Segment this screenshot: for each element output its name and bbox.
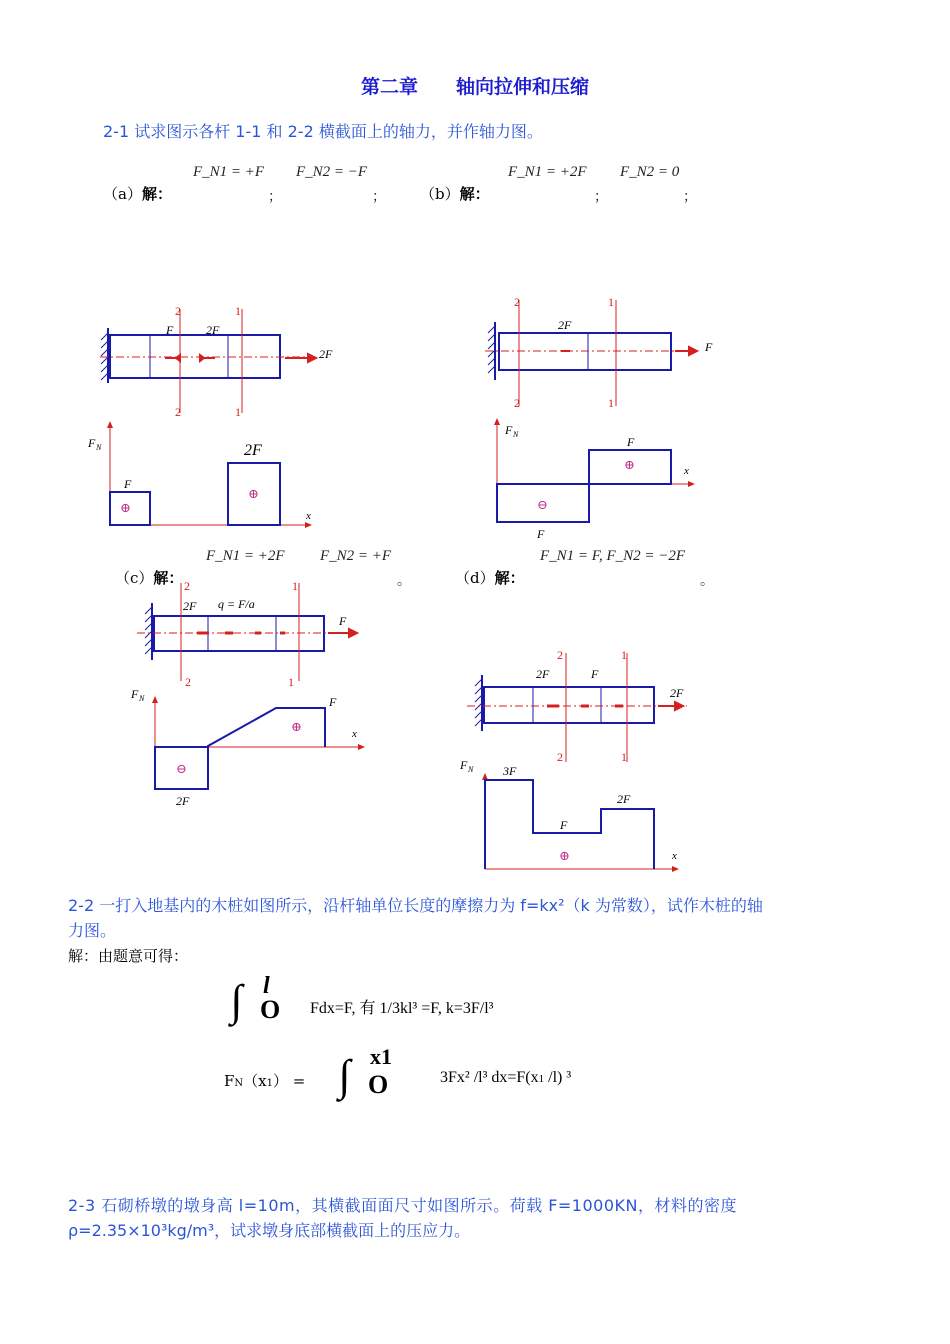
force-arrow-a2 xyxy=(200,355,204,361)
answer-b-label: （b） xyxy=(420,185,460,203)
sec2-top-b: 2 xyxy=(514,295,520,309)
figure-b xyxy=(475,290,725,545)
chapter-title: 第二章 轴向拉伸和压缩 xyxy=(360,76,589,98)
answer-d-label: （d） xyxy=(455,569,495,587)
fn-label-F-d: F xyxy=(560,818,568,832)
label-2F-c: 2F xyxy=(183,599,197,613)
label-F-end-c: F xyxy=(339,614,347,628)
force-arrow-a1 xyxy=(176,355,180,361)
answer-d xyxy=(455,567,525,588)
equation-2-lhs xyxy=(224,1070,305,1091)
fn-sub-a: N xyxy=(96,443,102,452)
sign-plus-a2: ⊕ xyxy=(248,486,259,501)
answer-d-fn: F_N1 = F, F_N2 = −2F xyxy=(540,548,686,564)
integral-sign-2: ∫ xyxy=(338,1051,351,1100)
label-F-a: F xyxy=(166,323,174,337)
fn-block-c2 xyxy=(208,708,325,747)
answer-a-fn1: F_N1 = +F xyxy=(193,164,265,180)
fn-sub-b: N xyxy=(513,430,519,439)
sign-plus-d: ⊕ xyxy=(559,848,570,863)
fn-sub-c: N xyxy=(139,694,145,703)
fn-label-b1: F xyxy=(537,527,545,541)
problem-2-2-line1: 2-2 一打入地基内的木桩如图所示，沿杆轴单位长度的摩擦力为 f=kx²（k 为常数），试作木桩的轴 xyxy=(68,896,763,915)
label-2F-d: 2F xyxy=(536,667,550,681)
sign-minus-b: ⊖ xyxy=(537,497,548,512)
sec2-bot-b: 2 xyxy=(514,396,520,410)
eq2-text: 3Fx² /l³ dx=F(x xyxy=(440,1069,539,1086)
eq2-sub: 1 xyxy=(538,1073,545,1085)
sec2-top-c: 2 xyxy=(184,579,190,593)
answer-a-sep1: ； xyxy=(268,189,282,205)
sign-plus-c: ⊕ xyxy=(291,719,302,734)
problem-2-3-line1: 2-3 石砌桥墩的墩身高 l=10m，其横截面面尺寸如图所示。荷载 F=1000KN，材料的密度 xyxy=(68,1196,737,1215)
integral-2 xyxy=(338,1044,433,1104)
x-label-b: x xyxy=(684,465,689,477)
label-2F-b: 2F xyxy=(558,318,572,332)
problem-2-2-line2: 力图。 xyxy=(68,921,117,940)
sec1-bot-c: 1 xyxy=(288,675,294,689)
answer-b-sep2: ； xyxy=(683,189,697,205)
label-q-c: q = F/a xyxy=(218,597,255,611)
label-2F-end-d: 2F xyxy=(670,686,684,700)
eq2-lhs-sub2: 1 xyxy=(266,1078,274,1089)
sec1-bot-d: 1 xyxy=(621,750,627,764)
sec2-top-d: 2 xyxy=(557,648,563,662)
label-2F-a: 2F xyxy=(206,323,220,337)
figure-d xyxy=(455,645,705,875)
sec1-bot-a: 1 xyxy=(235,405,241,419)
fn-label-c1: 2F xyxy=(176,794,190,808)
fn-label-b2: F xyxy=(627,435,635,449)
integral-1 xyxy=(230,975,300,1030)
figure-c xyxy=(125,578,375,813)
force-arrow-a3 xyxy=(308,354,316,362)
x-label-d: x xyxy=(672,850,677,862)
label-F-end-b: F xyxy=(705,340,713,354)
problem-2-1-question: 2-1 试求图示各杆 1-1 和 2-2 横截面上的轴力，并作轴力图。 xyxy=(103,122,543,141)
fn-label-a1: F xyxy=(124,477,132,491)
answer-b-sep1: ； xyxy=(594,189,608,205)
sec1-top-c: 1 xyxy=(292,579,298,593)
eq2-lhs-end: ） = xyxy=(273,1072,306,1090)
sec1-top-b: 1 xyxy=(608,295,614,309)
answer-a-sep2: ； xyxy=(372,189,386,205)
sec2-bot-c: 2 xyxy=(185,675,191,689)
fn-label-a2: 2F xyxy=(244,442,262,459)
sec1-bot-b: 1 xyxy=(608,396,614,410)
fn-label-a: F xyxy=(88,436,96,450)
answer-d-solve: 解： xyxy=(494,569,525,587)
answer-d-end: 。 xyxy=(700,573,714,589)
fn-label-c: F xyxy=(131,687,139,701)
sec1-top-a: 1 xyxy=(235,304,241,318)
answer-c-solve: 解： xyxy=(153,569,184,587)
problem-2-3-line2: ρ=2.35×10³kg/m³，试求墩身底部横截面上的压应力。 xyxy=(68,1221,471,1240)
equation-1-text: Fdx=F, 有 1/3kl³ =F, k=3F/l³ xyxy=(310,1000,494,1017)
fn-label-c2: F xyxy=(329,695,337,709)
sign-plus-b: ⊕ xyxy=(624,457,635,472)
problem-2-2-solution: 解：由题意可得： xyxy=(68,947,189,965)
equation-2-text xyxy=(440,1069,571,1087)
answer-a-fn2: F_N2 = −F xyxy=(296,164,368,180)
answer-c-fn2: F_N2 = +F xyxy=(320,548,392,564)
answer-b xyxy=(420,183,490,204)
label-2F-end-a: 2F xyxy=(319,347,333,361)
integral-2-upper: x1 xyxy=(370,1044,392,1069)
answer-a xyxy=(103,183,172,204)
answer-b-fn1: F_N1 = +2F xyxy=(508,164,587,180)
sec1-top-d: 1 xyxy=(621,648,627,662)
fn-label-b: F xyxy=(505,423,513,437)
integral-1-lower: O xyxy=(260,995,281,1024)
x-label-c: x xyxy=(352,728,357,740)
answer-b-fn2: F_N2 = 0 xyxy=(620,164,680,180)
eq2-lhs-rest: （x xyxy=(243,1072,267,1090)
label-F-d: F xyxy=(591,667,599,681)
integral-2-lower: O xyxy=(368,1070,389,1099)
eq2-lhs-f: F xyxy=(224,1072,235,1090)
answer-b-solve: 解： xyxy=(459,185,490,203)
sec2-top-a: 2 xyxy=(175,304,181,318)
bar-d xyxy=(484,687,654,723)
answer-a-solve: 解： xyxy=(141,185,172,203)
figure-a xyxy=(80,295,333,540)
integral-1-upper: l xyxy=(263,973,270,999)
sec2-bot-d: 2 xyxy=(557,750,563,764)
answer-c-end: 。 xyxy=(397,573,411,589)
answer-c-label: （c） xyxy=(115,569,154,587)
fn-label-2F-d: 2F xyxy=(617,792,631,806)
sign-minus-c: ⊖ xyxy=(176,761,187,776)
x-label-a: x xyxy=(306,510,311,522)
fn-sub-d: N xyxy=(468,765,474,774)
integral-sign-1: ∫ xyxy=(230,976,243,1025)
answer-a-label: （a） xyxy=(103,185,142,203)
eq2-lhs-sub: N xyxy=(234,1078,244,1089)
eq2-end: /l) ³ xyxy=(544,1069,572,1086)
sign-plus-a1: ⊕ xyxy=(120,500,131,515)
fn-label-d: F xyxy=(460,758,468,772)
fn-label-3F-d: 3F xyxy=(503,764,517,778)
answer-c-fn1: F_N1 = +2F xyxy=(206,548,285,564)
sec2-bot-a: 2 xyxy=(175,405,181,419)
